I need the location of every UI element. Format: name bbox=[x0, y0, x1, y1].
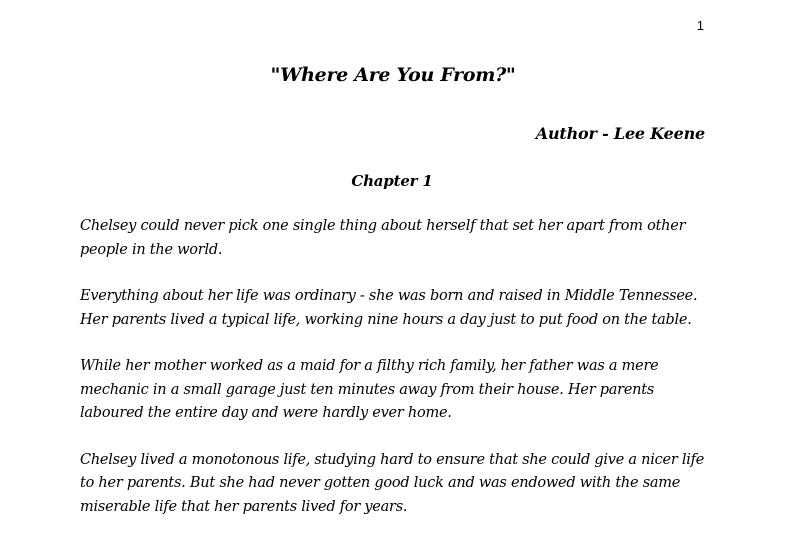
text-line: miserable life that her parents lived for years. bbox=[80, 498, 408, 515]
paragraph bbox=[80, 449, 720, 520]
text-line: While her mother worked as a maid for a filthy rich family, her father was a mere bbox=[80, 358, 659, 374]
text-line: Chelsey could never pick one single thing about herself that set her apart from other bbox=[80, 218, 686, 234]
paragraph bbox=[80, 285, 720, 332]
text-line: Her parents lived a typical life, working nine hours a day just to put food on the table. bbox=[80, 311, 692, 328]
page-number: 1 bbox=[696, 18, 704, 33]
chapter-heading: Chapter 1 bbox=[351, 172, 433, 190]
text-line: mechanic in a small garage just ten minutes away from their house. Her parents bbox=[80, 381, 655, 398]
text-line: people in the world. bbox=[80, 241, 223, 258]
paragraph bbox=[80, 215, 720, 262]
text-line: Chelsey lived a monotonous life, studying hard to ensure that she could give a nicer life bbox=[80, 451, 705, 468]
text-line: Everything about her life was ordinary - she was born and raised in Middle Tennessee. bbox=[80, 288, 698, 304]
paragraph bbox=[80, 355, 720, 426]
body-text bbox=[80, 215, 720, 542]
document-title: "Where Are You From?" bbox=[270, 64, 516, 86]
author-line: Author - Lee Keene bbox=[535, 124, 705, 143]
text-line: laboured the entire day and were hardly ever home. bbox=[80, 405, 452, 421]
text-line: to her parents. But she had never gotten good luck and was endowed with the same bbox=[80, 475, 681, 491]
